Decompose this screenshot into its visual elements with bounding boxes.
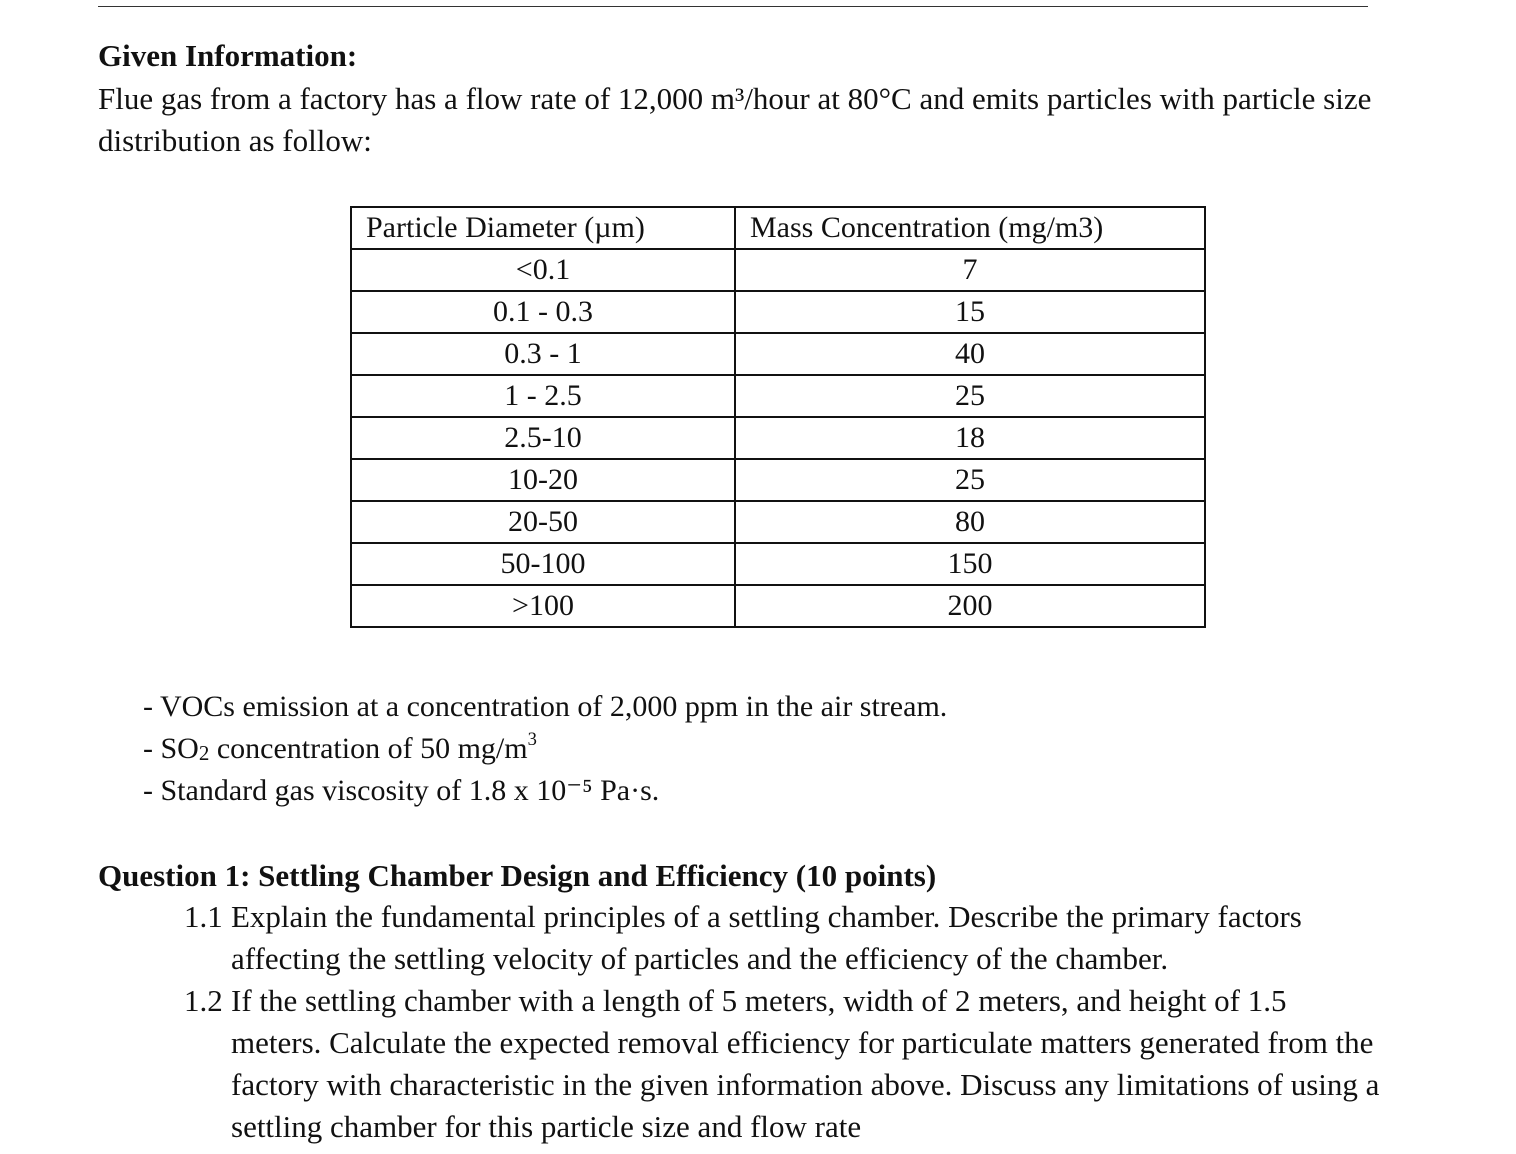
particle-distribution-table (350, 206, 1206, 628)
diameter-cell: 50-100 (351, 543, 735, 585)
viscosity-bullet: - Standard gas viscosity of 1.8 x 10⁻⁵ Pa·s. (143, 774, 660, 807)
intro-paragraph: Flue gas from a factory has a flow rate of 12,000 m³/hour at 80°C and emits particles with particle size distribution as follow: (98, 81, 1372, 158)
given-information-heading: Given Information: (98, 38, 358, 73)
so2-superscript: 3 (527, 728, 537, 750)
question-item-1-1 (184, 896, 1384, 980)
so2-prefix: - SO (143, 732, 199, 765)
diameter-cell: 0.3 - 1 (351, 333, 735, 375)
voc-bullet: - VOCs emission at a concentration of 2,000 ppm in the air stream. (143, 690, 948, 723)
diameter-cell: >100 (351, 585, 735, 627)
question-item-1-2 (184, 980, 1384, 1148)
table-row (351, 249, 1205, 291)
table-row (351, 585, 1205, 627)
table-row (351, 417, 1205, 459)
concentration-cell: 18 (735, 417, 1205, 459)
column-header-diameter: Particle Diameter (µm) (351, 207, 735, 249)
question-number: 1.2 (184, 983, 223, 1018)
table-row (351, 501, 1205, 543)
diameter-cell: <0.1 (351, 249, 735, 291)
table-header-row (351, 207, 1205, 249)
question-text: If the settling chamber with a length of 5 meters, width of 2 meters, and height of 1.5 meters. Calculate the expected removal efficiency for particulate matters generated from the factory with characteristic in the given information above. Discuss any limitations of using a settling chamber for this particle size and flow rate (231, 983, 1380, 1144)
emission-bullet-list (143, 686, 947, 812)
concentration-cell: 7 (735, 249, 1205, 291)
column-header-concentration: Mass Concentration (mg/m3) (735, 207, 1205, 249)
table-row (351, 375, 1205, 417)
diameter-cell: 20-50 (351, 501, 735, 543)
concentration-cell: 150 (735, 543, 1205, 585)
diameter-cell: 10-20 (351, 459, 735, 501)
question-number: 1.1 (184, 899, 223, 934)
question1-items (184, 896, 1384, 1148)
so2-subscript: 2 (198, 741, 210, 766)
concentration-cell: 200 (735, 585, 1205, 627)
top-divider (98, 6, 1368, 7)
so2-text: concentration of 50 mg/m (209, 732, 528, 765)
concentration-cell: 25 (735, 375, 1205, 417)
concentration-cell: 25 (735, 459, 1205, 501)
table-row (351, 291, 1205, 333)
so2-bullet (143, 728, 947, 770)
diameter-cell: 1 - 2.5 (351, 375, 735, 417)
diameter-cell: 0.1 - 0.3 (351, 291, 735, 333)
concentration-cell: 40 (735, 333, 1205, 375)
table-row (351, 543, 1205, 585)
table-row (351, 333, 1205, 375)
question-text: Explain the fundamental principles of a settling chamber. Describe the primary factors affecting the settling velocity of particles and the efficiency of the chamber. (231, 899, 1302, 976)
concentration-cell: 15 (735, 291, 1205, 333)
question1-heading: Question 1: Settling Chamber Design and Efficiency (10 points) (98, 858, 937, 893)
diameter-cell: 2.5-10 (351, 417, 735, 459)
concentration-cell: 80 (735, 501, 1205, 543)
table-row (351, 459, 1205, 501)
